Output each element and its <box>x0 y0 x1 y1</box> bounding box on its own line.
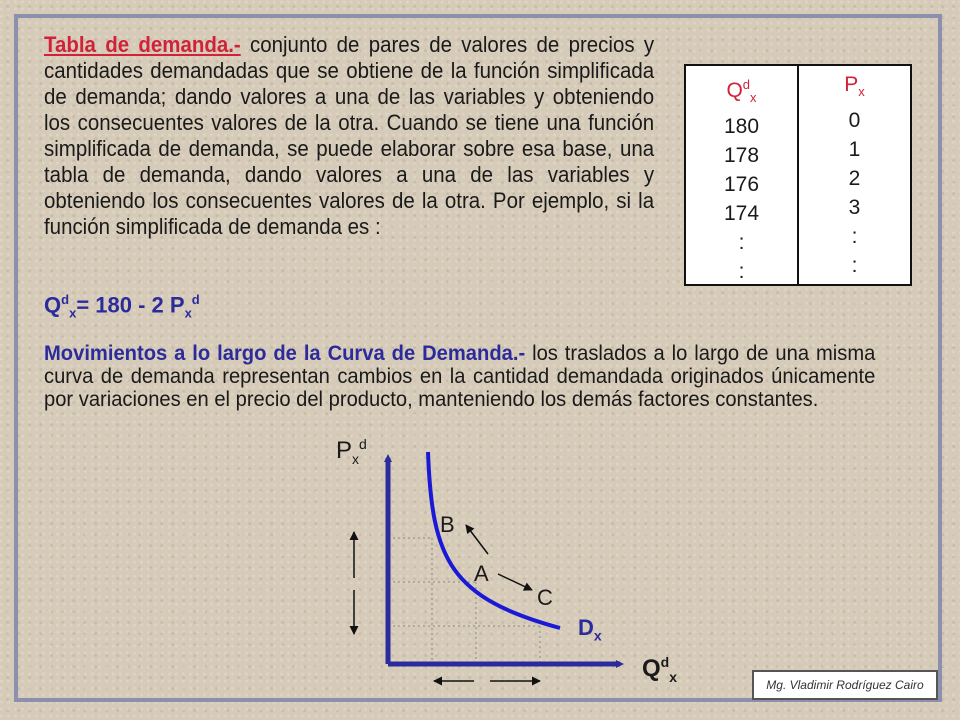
table-cell: 174 <box>723 202 760 226</box>
point-b: B <box>440 512 455 537</box>
table-cell: : <box>851 225 858 249</box>
table-cell: 178 <box>723 144 760 168</box>
table-cell: 1 <box>848 138 861 162</box>
x-axis-label: $Q^d_x$ <box>642 654 678 685</box>
point-c: C <box>537 585 553 610</box>
arrow-to-b <box>466 525 488 554</box>
table-cell: 0 <box>848 109 861 133</box>
grid-lines <box>388 538 540 664</box>
heading-movements: Movimientos a lo largo de la Curva de Demanda.- <box>44 342 526 365</box>
column-header-quantity: $Q^d_x$ <box>726 77 757 106</box>
demand-function: $Q^d_x= 180 - 2$ $P_x^d$ <box>44 292 200 321</box>
movements-text: los traslados a lo largo de una misma curva de demanda representan cambios en la cantidad demandada originados únicamente por variaciones en el precio del producto, manteniendo los demás factores constantes. <box>44 342 876 411</box>
table-cell: : <box>738 231 745 255</box>
table-cell: 180 <box>723 115 760 139</box>
table-cell: : <box>851 254 858 278</box>
point-a: A <box>474 561 489 586</box>
table-cell: 2 <box>848 167 861 191</box>
table-cell: 3 <box>848 196 861 220</box>
curve-label: $D_x$ <box>578 615 602 644</box>
demand-table-text: conjunto de pares de valores de precios y cantidades demandadas que se obtiene de la función simplificada de demanda; dando valores a una de las variables y obteniendo los consecuentes valores de la otra. Cuando se tiene una función simplificada de demanda, se puede elaborar sobre esa base, una tabla de demanda, dando valores a una de las variables y obteniendo los consecuentes valores de la otra. Por ejemplo, si la función simplificada de demanda es : <box>44 32 655 239</box>
arrow-to-c <box>498 574 532 590</box>
table-cell: 176 <box>723 173 760 197</box>
y-axis-label: $P_x^d$ <box>336 436 367 467</box>
author-credit: Mg. Vladimir Rodríguez Cairo <box>752 670 938 700</box>
table-cell: : <box>738 260 745 284</box>
heading-demand-table: Tabla de demanda.- <box>44 32 241 57</box>
column-header-price: $P_x$ <box>844 73 865 100</box>
